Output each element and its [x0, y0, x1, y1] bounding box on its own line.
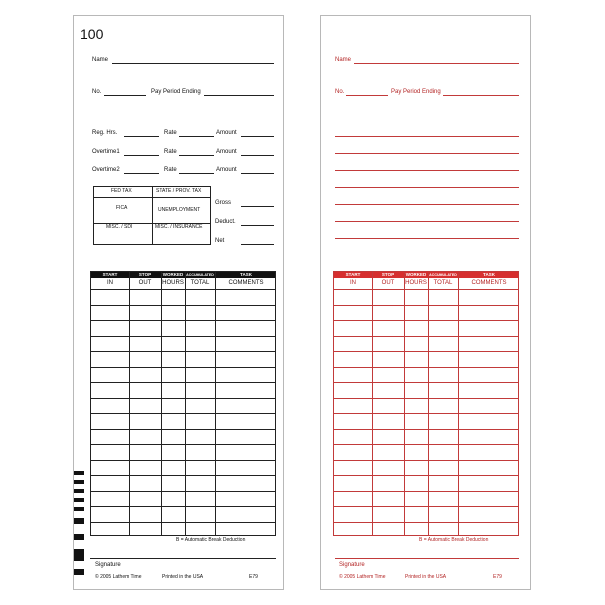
fed-tax-label: FED TAX	[111, 188, 132, 194]
time-entry-row-line	[334, 429, 518, 430]
time-entry-row-line	[91, 506, 275, 507]
gross-line[interactable]	[241, 206, 274, 207]
signature-label: Signature	[95, 562, 121, 568]
time-entry-row-line	[334, 491, 518, 492]
form-code: E79	[493, 574, 502, 580]
reg-hrs-line[interactable]	[124, 136, 159, 137]
ot1-label: Overtime1	[92, 149, 120, 155]
signature-line[interactable]	[335, 558, 519, 559]
deduct-line[interactable]	[241, 225, 274, 226]
reg-rate-label: Rate	[164, 130, 177, 136]
barcode-mark	[74, 471, 84, 475]
time-entry-row-line	[91, 382, 275, 383]
printed-in-usa: Printed in the USA	[405, 574, 447, 580]
ot2-rate-label: Rate	[164, 167, 177, 173]
time-entry-row-line	[91, 491, 275, 492]
ot2-amount-line[interactable]	[241, 173, 274, 174]
pay-period-line[interactable]	[204, 95, 274, 96]
time-entry-row-line	[91, 429, 275, 430]
time-entry-row-line	[334, 413, 518, 414]
stop-header: STOP	[381, 272, 395, 277]
copyright: © 2005 Lathem Time	[339, 574, 386, 580]
barcode-mark	[74, 480, 84, 484]
start-header: START	[345, 272, 361, 277]
time-entry-row-line	[334, 522, 518, 523]
copyright: © 2005 Lathem Time	[95, 574, 142, 580]
ot1-rate-label: Rate	[164, 149, 177, 155]
time-entry-row-line	[334, 460, 518, 461]
stop-header: STOP	[138, 272, 152, 277]
time-entry-row-line	[334, 367, 518, 368]
barcode-mark	[74, 518, 84, 524]
ot1-amount-label: Amount	[216, 149, 237, 155]
notes-line[interactable]	[335, 153, 519, 154]
unemployment-label: UNEMPLOYMENT	[158, 207, 201, 213]
time-entry-row-line	[91, 413, 275, 414]
time-entry-row-line	[334, 382, 518, 383]
barcode-mark	[74, 498, 84, 502]
accumulated-header: ACCUMULATED	[429, 273, 457, 277]
time-entry-row-line	[91, 398, 275, 399]
barcode-mark	[74, 549, 84, 561]
time-entry-row-line	[91, 336, 275, 337]
ot1-amount-line[interactable]	[241, 155, 274, 156]
time-entry-row-line	[91, 475, 275, 476]
deduct-label: Deduct.	[215, 219, 236, 225]
state-tax-label: STATE / PROV. TAX	[156, 188, 202, 194]
barcode-mark	[74, 489, 84, 493]
printed-in-usa: Printed in the USA	[162, 574, 204, 580]
signature-label: Signature	[339, 562, 365, 568]
ot1-line[interactable]	[124, 155, 159, 156]
time-entry-row-line	[91, 460, 275, 461]
time-entry-row-line	[91, 320, 275, 321]
comments-header: COMMENTS	[228, 280, 264, 286]
no-label: No.	[335, 89, 345, 95]
time-entry-row-line	[91, 351, 275, 352]
name-line[interactable]	[354, 63, 519, 64]
barcode-mark	[74, 534, 84, 540]
out-header: OUT	[381, 280, 395, 286]
time-entry-row-line	[334, 398, 518, 399]
reg-amount-line[interactable]	[241, 136, 274, 137]
reg-rate-line[interactable]	[179, 136, 214, 137]
notes-line[interactable]	[335, 170, 519, 171]
time-entry-row-line	[91, 444, 275, 445]
time-card-black	[73, 15, 284, 590]
no-label: No.	[92, 89, 102, 95]
misc-sdi-label: MISC. / SDI	[106, 224, 133, 230]
time-entry-row-line	[91, 522, 275, 523]
time-entry-row-line	[334, 444, 518, 445]
notes-line[interactable]	[335, 238, 519, 239]
form-code: E79	[249, 574, 258, 580]
reg-amount-label: Amount	[216, 130, 237, 136]
time-entry-row-line	[91, 367, 275, 368]
name-label: Name	[335, 57, 352, 63]
reg-hrs-label: Reg. Hrs.	[92, 130, 118, 136]
notes-line[interactable]	[335, 136, 519, 137]
time-grid	[333, 271, 519, 536]
gross-label: Gross	[215, 200, 232, 206]
net-label: Net	[215, 238, 225, 244]
ot1-rate-line[interactable]	[179, 155, 214, 156]
out-header: OUT	[138, 280, 152, 286]
name-line[interactable]	[112, 63, 274, 64]
fica-label: FICA	[116, 205, 128, 211]
time-entry-row-line	[334, 506, 518, 507]
barcode-mark	[74, 569, 84, 575]
misc-insurance-label: MISC. / INSURANCE	[155, 224, 203, 230]
task-header: TASK	[483, 272, 495, 277]
total-header: TOTAL	[190, 280, 210, 286]
worked-header: WORKED	[162, 272, 184, 277]
notes-line[interactable]	[335, 187, 519, 188]
start-header: START	[102, 272, 118, 277]
in-header: IN	[107, 280, 113, 286]
time-grid	[90, 271, 276, 536]
time-entry-row-line	[334, 320, 518, 321]
hours-header: HOURS	[162, 280, 184, 286]
time-entry-row-line	[334, 475, 518, 476]
no-line[interactable]	[346, 95, 388, 96]
task-header: TASK	[240, 272, 252, 277]
name-label: Name	[92, 57, 109, 63]
ot2-amount-label: Amount	[216, 167, 237, 173]
pay-period-label: Pay Period Ending	[151, 89, 201, 95]
notes-line[interactable]	[335, 221, 519, 222]
in-header: IN	[350, 280, 356, 286]
ot2-label: Overtime2	[92, 167, 120, 173]
time-entry-row-line	[334, 351, 518, 352]
pay-period-line[interactable]	[443, 95, 519, 96]
tax-box	[93, 186, 211, 245]
break-note: B = Automatic Break Deduction	[176, 537, 246, 543]
accumulated-header: ACCUMULATED	[186, 273, 214, 277]
notes-line[interactable]	[335, 204, 519, 205]
ot2-rate-line[interactable]	[179, 173, 214, 174]
barcode-mark	[74, 507, 84, 511]
no-line[interactable]	[104, 95, 146, 96]
total-header: TOTAL	[433, 280, 453, 286]
pay-period-label: Pay Period Ending	[391, 89, 441, 95]
comments-header: COMMENTS	[471, 280, 507, 286]
time-entry-row-line	[334, 336, 518, 337]
break-note: B = Automatic Break Deduction	[419, 537, 489, 543]
hours-header: HOURS	[405, 280, 427, 286]
net-line[interactable]	[241, 244, 274, 245]
signature-line[interactable]	[90, 558, 276, 559]
time-card-red	[320, 15, 531, 590]
time-entry-row-line	[91, 305, 275, 306]
card-number: 100	[80, 26, 104, 42]
time-entry-row-line	[334, 305, 518, 306]
ot2-line[interactable]	[124, 173, 159, 174]
worked-header: WORKED	[405, 272, 427, 277]
